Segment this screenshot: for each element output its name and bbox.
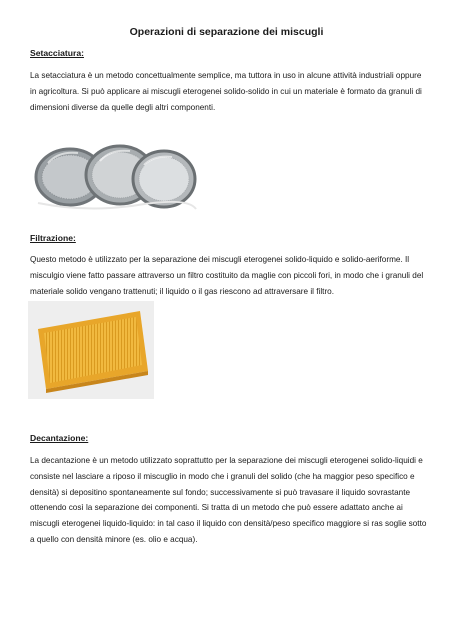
heading-setacciatura: Setacciatura: <box>30 48 84 58</box>
heading-decantazione: Decantazione: <box>30 433 89 443</box>
paragraph-filtrazione: Questo metodo è utilizzato per la separazione dei miscugli eterogenei solido-liquido e solido-aeriforme. Il misculgio viene fatto passare attraverso un filtro costituito da maglie con piccoli fori, in modo che i granuli del materiale solido vengano trattenuti; il liquido o il gas riescono ad attraversare il filtro. <box>30 255 424 296</box>
air-filter-image <box>28 301 154 399</box>
paragraph-decantazione: La decantazione è un metodo utilizzato soprattutto per la separazione dei miscugli eterogenei solido-liquidi e consiste nel lasciare a riposo il miscuglio in modo che i granuli del solido (che ha maggior peso specifico e densità) si depositino spontaneamente sul fondo; successivamente si può travasare il liquido sovrastante ottenendo così la separazione dei componenti. Si tratta di un metodo che può essere adattato anche ai miscugli eterogenei liquido-liquido: in tal caso il liquido con densità/peso specifico maggiore si ras soglie sotto a quello con densità minore (es. olio e acqua). <box>30 456 427 544</box>
paragraph-setacciatura: La setacciatura è un metodo concettualmente semplice, ma tuttora in uso in alcune attività industriali oppure in agricoltura. Si può applicare ai miscugli eterogenei solido-solido in cui un materiale è formato da granuli di dimensioni diverse da quelle degli altri componenti. <box>30 71 422 112</box>
sieves-image <box>28 133 198 215</box>
document-title: Operazioni di separazione dei miscugli <box>129 26 324 38</box>
heading-filtrazione: Filtrazione: <box>30 233 76 243</box>
